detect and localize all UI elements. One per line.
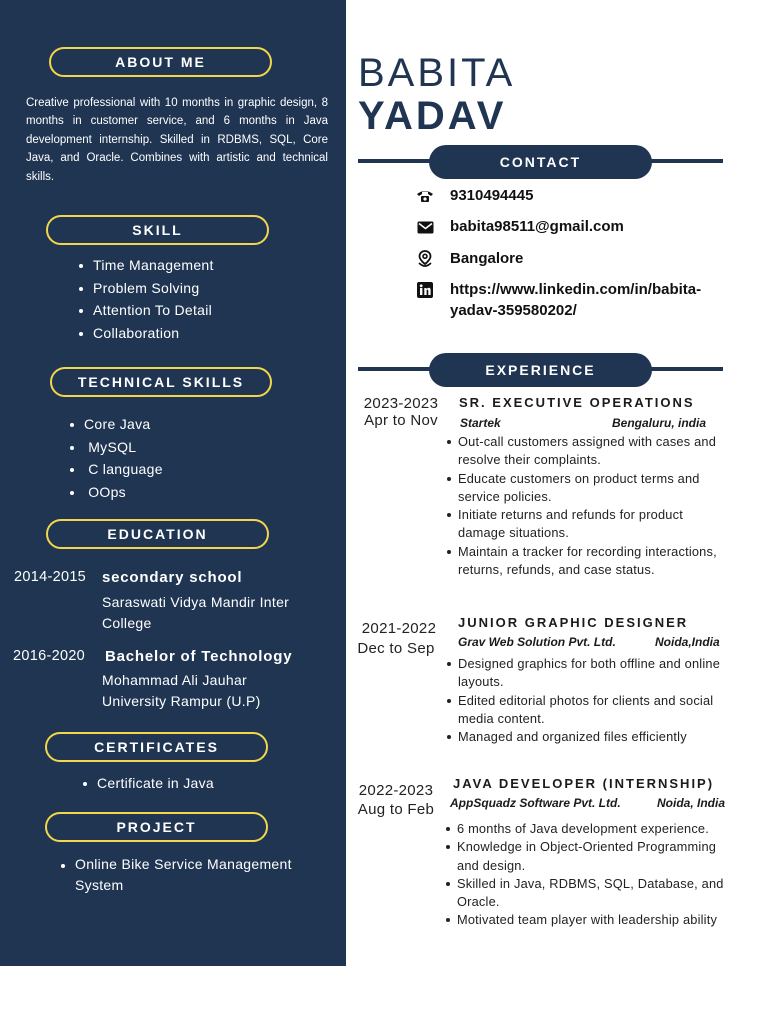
education-title: Bachelor of Technology (105, 648, 293, 665)
experience-company: AppSquadz Software Pvt. Ltd. (450, 796, 621, 810)
list-item: C language (84, 458, 163, 481)
list-item: 6 months of Java development experience. (457, 820, 727, 838)
list-item: Certificate in Java (97, 772, 214, 795)
list-item: Motivated team player with leadership ability (457, 911, 727, 929)
list-item: Skilled in Java, RDBMS, SQL, Database, and Oracle. (457, 875, 727, 912)
education-institution: Saraswati Vidya Mandir Inter College (102, 594, 290, 631)
project-list (75, 854, 325, 895)
experience-bullets (458, 433, 733, 579)
experience-period: Aug to Feb (357, 801, 435, 818)
list-item: Out-call customers assigned with cases and resolve their complaints. (458, 433, 733, 470)
technical-skills-heading: TECHNICAL SKILLS (50, 367, 272, 397)
contact-email[interactable]: babita98511@gmail.com (450, 218, 624, 235)
experience-bullets (457, 820, 727, 930)
mail-icon (414, 217, 436, 237)
list-item: Online Bike Service Management System (75, 854, 325, 895)
list-item: Problem Solving (93, 277, 214, 300)
experience-title: JUNIOR GRAPHIC DESIGNER (458, 615, 689, 630)
contact-location-row (414, 249, 523, 270)
education-years: 2014-2015 (14, 569, 87, 585)
contact-heading: CONTACT (429, 145, 652, 179)
education-heading: EDUCATION (46, 519, 269, 549)
education-years: 2016-2020 (13, 648, 86, 664)
project-heading: PROJECT (45, 812, 268, 842)
experience-location: Noida, India (657, 796, 726, 810)
experience-company: Startek (460, 416, 501, 430)
experience-location: Bengaluru, india (612, 416, 707, 430)
list-item: Knowledge in Object-Oriented Programming and design. (457, 838, 727, 875)
linkedin-icon (414, 280, 436, 300)
experience-company: Grav Web Solution Pvt. Ltd. (458, 635, 616, 649)
phone-icon (414, 186, 436, 206)
contact-linkedin[interactable]: https://www.linkedin.com/in/babita-yadav-359580202/ (450, 281, 702, 319)
list-item: Managed and organized files efficiently (458, 728, 733, 746)
list-item: MySQL (84, 436, 163, 459)
first-name: BABITA (358, 51, 516, 95)
list-item: Edited editorial photos for clients and social media content. (458, 692, 733, 729)
location-icon (414, 249, 436, 269)
list-item: Attention To Detail (93, 299, 214, 322)
experience-period: Dec to Sep (357, 640, 435, 657)
about-me-heading: ABOUT ME (49, 47, 272, 77)
contact-location: Bangalore (450, 250, 524, 267)
certificates-list (97, 772, 214, 795)
skill-heading: SKILL (46, 215, 269, 245)
education-title: secondary school (102, 569, 243, 586)
technical-skills-list (84, 413, 163, 503)
list-item: Collaboration (93, 322, 214, 345)
experience-year: 2022-2023 (358, 782, 434, 799)
contact-email-row (414, 217, 624, 238)
experience-bullets (458, 655, 733, 746)
last-name: YADAV (358, 94, 507, 138)
list-item: Educate customers on product terms and service policies. (458, 470, 733, 507)
skill-list (93, 254, 214, 344)
list-item: Core Java (84, 413, 163, 436)
experience-year: 2023-2023 (363, 395, 439, 412)
experience-year: 2021-2022 (361, 620, 437, 637)
about-me-text: Creative professional with 10 months in graphic design, 8 months in customer service, and 6 months in Java development internship. Skilled in RDBMS, SQL, Core Java, and Oracle. Combines with artistic and technical skills. (26, 97, 328, 183)
education-institution: Mohammad Ali Jauhar University Rampur (U.P) (102, 672, 261, 709)
list-item: Designed graphics for both offline and online layouts. (458, 655, 733, 692)
certificates-heading: CERTIFICATES (45, 732, 268, 762)
list-item: Time Management (93, 254, 214, 277)
contact-phone-row (414, 186, 533, 207)
contact-phone[interactable]: 9310494445 (450, 187, 534, 204)
experience-period: Apr to Nov (364, 412, 438, 429)
sidebar (0, 0, 346, 966)
list-item: OOps (84, 481, 163, 504)
experience-title: JAVA DEVELOPER (INTERNSHIP) (453, 776, 715, 791)
experience-title: SR. EXECUTIVE OPERATIONS (459, 395, 695, 410)
experience-location: Noida,India (655, 635, 720, 649)
list-item: Initiate returns and refunds for product damage situations. (458, 506, 733, 543)
list-item: Maintain a tracker for recording interactions, returns, refunds, and case status. (458, 543, 733, 580)
contact-linkedin-row (414, 280, 702, 321)
experience-heading: EXPERIENCE (429, 353, 652, 387)
